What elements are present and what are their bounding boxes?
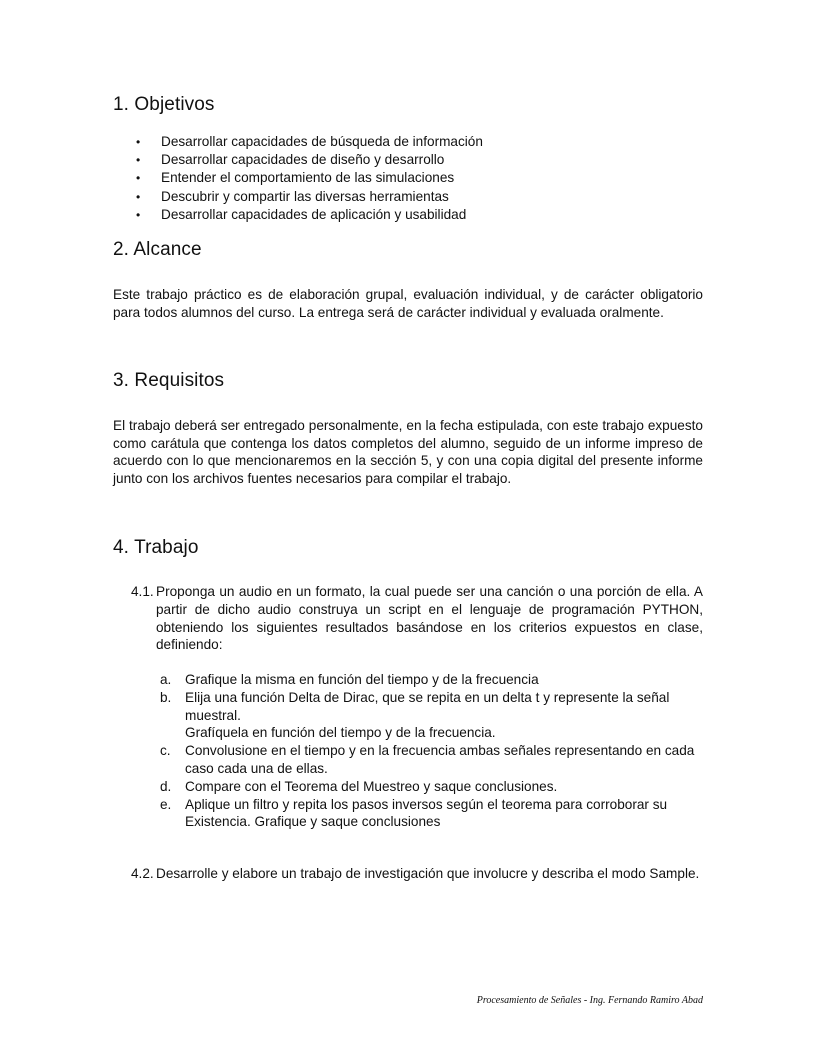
list-item: c. Convolusione en el tiempo y en la frecuencia ambas señales representando en cada caso cada una de ellas. [160, 743, 695, 776]
subtask-list [160, 671, 705, 831]
objectives-list [134, 133, 483, 224]
list-item: • Entender el comportamiento de las simulaciones [134, 169, 483, 187]
task-number: 4.1. [131, 584, 154, 599]
bullet-icon: • [136, 135, 141, 149]
alcance-paragraph: Este trabajo práctico es de elaboración grupal, evaluación individual, y de carácter obligatorio para todos alumnos del curso. La entrega será de carácter individual y evaluada oralmente. [113, 287, 703, 320]
bullet-icon: • [136, 207, 141, 222]
requisitos-paragraph: El trabajo deberá ser entregado personalmente, en la fecha estipulada, con este trabajo expuesto como carátula que contenga los datos completos del alumno, seguido de un informe impreso de acuerdo con lo que mencionaremos en la sección 5, y con una copia digital del presente informe junto con los archivos fuentes necesarios para compilar el trabajo. [113, 418, 703, 486]
list-item: b. Elija una función Delta de Dirac, que se repita en un delta t y represente la señal muestral. Grafíquela en función del tiempo y de la frecuencia. [160, 689, 670, 741]
task-item-4-2 [131, 865, 703, 883]
section-title-objetivos: 1. Objetivos [113, 94, 215, 115]
task-text: Desarrolle y elabore un trabajo de investigación que involucre y describa el modo Sample. [156, 866, 700, 881]
list-item: a. Grafique la misma en función del tiempo y de la frecuencia [160, 672, 539, 687]
list-item: d. Compare con el Teorema del Muestreo y saque conclusiones. [160, 778, 558, 794]
section-title-trabajo: 4. Trabajo [113, 537, 199, 558]
bullet-icon: • [136, 171, 141, 186]
bullet-icon: • [136, 153, 141, 168]
list-item: • Desarrollar capacidades de búsqueda de información [134, 133, 483, 151]
task-number: 4.2. [131, 866, 154, 881]
page-footer: Procesamiento de Señales - Ing. Fernando Ramiro Abad [476, 995, 703, 1006]
list-item: • Descubrir y compartir las diversas herramientas [134, 188, 483, 206]
bullet-icon: • [136, 189, 141, 204]
list-item: e. Aplique un filtro y repita los pasos inversos según el teorema para corroborar su Existencia. Grafique y saque conclusiones [160, 796, 668, 830]
section-title-alcance: 2. Alcance [113, 239, 202, 260]
section-title-requisitos: 3. Requisitos [113, 370, 225, 391]
list-item: • Desarrollar capacidades de diseño y desarrollo [134, 151, 483, 169]
list-item: • Desarrollar capacidades de aplicación y usabilidad [134, 206, 483, 224]
task-item-4-1 [131, 583, 703, 654]
task-text: Proponga un audio en un formato, la cual puede ser una canción o una porción de ella. A partir de dicho audio construya un script en el lenguaje de programación PYTHON, obteniendo los siguientes resultados basándose en los criterios expuestos en clase, definiendo: [156, 584, 703, 653]
